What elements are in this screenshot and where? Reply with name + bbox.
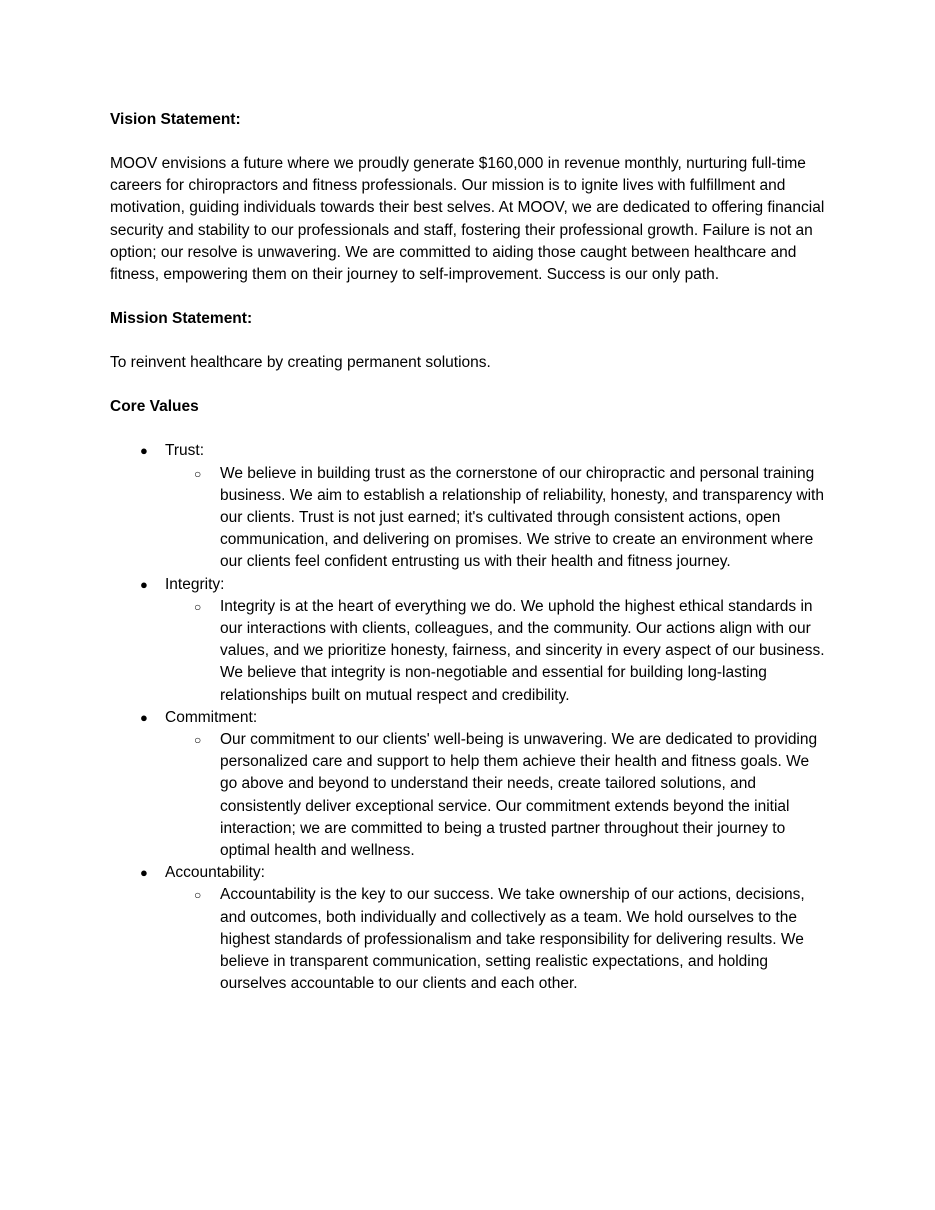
core-value-label: Trust: [165,442,205,460]
core-value-description: Accountability is the key to our success. We take ownership of our actions, decisions, and outcomes, both individually and collectively as a team. We hold ourselves to the highest standards of professionalism and take responsibility for delivering results. We believe in transparent communication, setting realistic expectations, and holding ourselves accountable to our clients and each other. [220,886,805,993]
core-value-description: Integrity is at the heart of everything we do. We uphold the highest ethical standards in our interactions with clients, colleagues, and the community. Our actions align with our values, and we prioritize honesty, fairness, and sincerity in every aspect of our business. We believe that integrity is non-negotiable and essential for building long-lasting relationships built on mutual respect and credibility. [220,597,825,704]
hollow-bullet-icon: ○ [194,466,202,481]
hollow-bullet-icon: ○ [194,599,202,614]
bullet-icon: ● [140,865,148,881]
core-value-description: We believe in building trust as the cornerstone of our chiropractic and personal training business. We aim to establish a relationship of reliability, honesty, and transparency with our clients. Trust is not just earned; it's cultivated through consistent actions, open communication, and delivering on promises. We strive to create an environment where our clients feel confident entrusting us with their health and fitness journey. [220,464,824,571]
core-value-label: Integrity: [165,575,225,593]
spacer [110,374,830,396]
bullet-icon: ● [140,709,148,725]
core-value-label: Accountability: [165,864,265,882]
hollow-bullet-icon: ○ [194,888,202,903]
document-page [110,109,830,996]
spacer [110,286,830,308]
core-values-list [110,440,830,995]
core-value-description: Our commitment to our clients' well-being is unwavering. We are dedicated to providing personalized care and support to help them achieve their health and fitness goals. We go above and beyond to understand their needs, create tailored solutions, and consistently deliver exceptional service. Our commitment extends beyond the initial interaction; we are committed to being a trusted partner throughout their journey to optimal health and wellness. [220,731,818,860]
mission-text: To reinvent healthcare by creating permanent solutions. [110,354,491,372]
spacer [110,330,830,352]
vision-text: MOOV envisions a future where we proudly generate $160,000 in revenue monthly, nurturing full-time careers for chiropractors and fitness professionals. Our mission is to ignite lives with fulfillment and motivation, guiding individuals towards their best selves. At MOOV, we are dedicated to offering financial security and stability to our professionals and staff, fostering their professional growth. Failure is not an option; our resolve is unwavering. We are committed to aiding those caught between healthcare and fitness, empowering them on their journey to self-improvement. Success is our only path. [110,155,825,284]
spacer [110,131,830,153]
hollow-bullet-icon: ○ [194,733,202,748]
bullet-icon: ● [140,443,148,459]
core-value-item [110,862,830,995]
core-value-item [110,574,830,707]
spacer [110,418,830,440]
core-value-item [110,440,830,573]
bullet-icon: ● [140,576,148,592]
vision-heading: Vision Statement: [110,111,241,128]
core-value-label: Commitment: [165,708,258,726]
mission-heading: Mission Statement: [110,310,253,328]
core-values-heading: Core Values [110,398,199,416]
core-value-item [110,707,830,862]
